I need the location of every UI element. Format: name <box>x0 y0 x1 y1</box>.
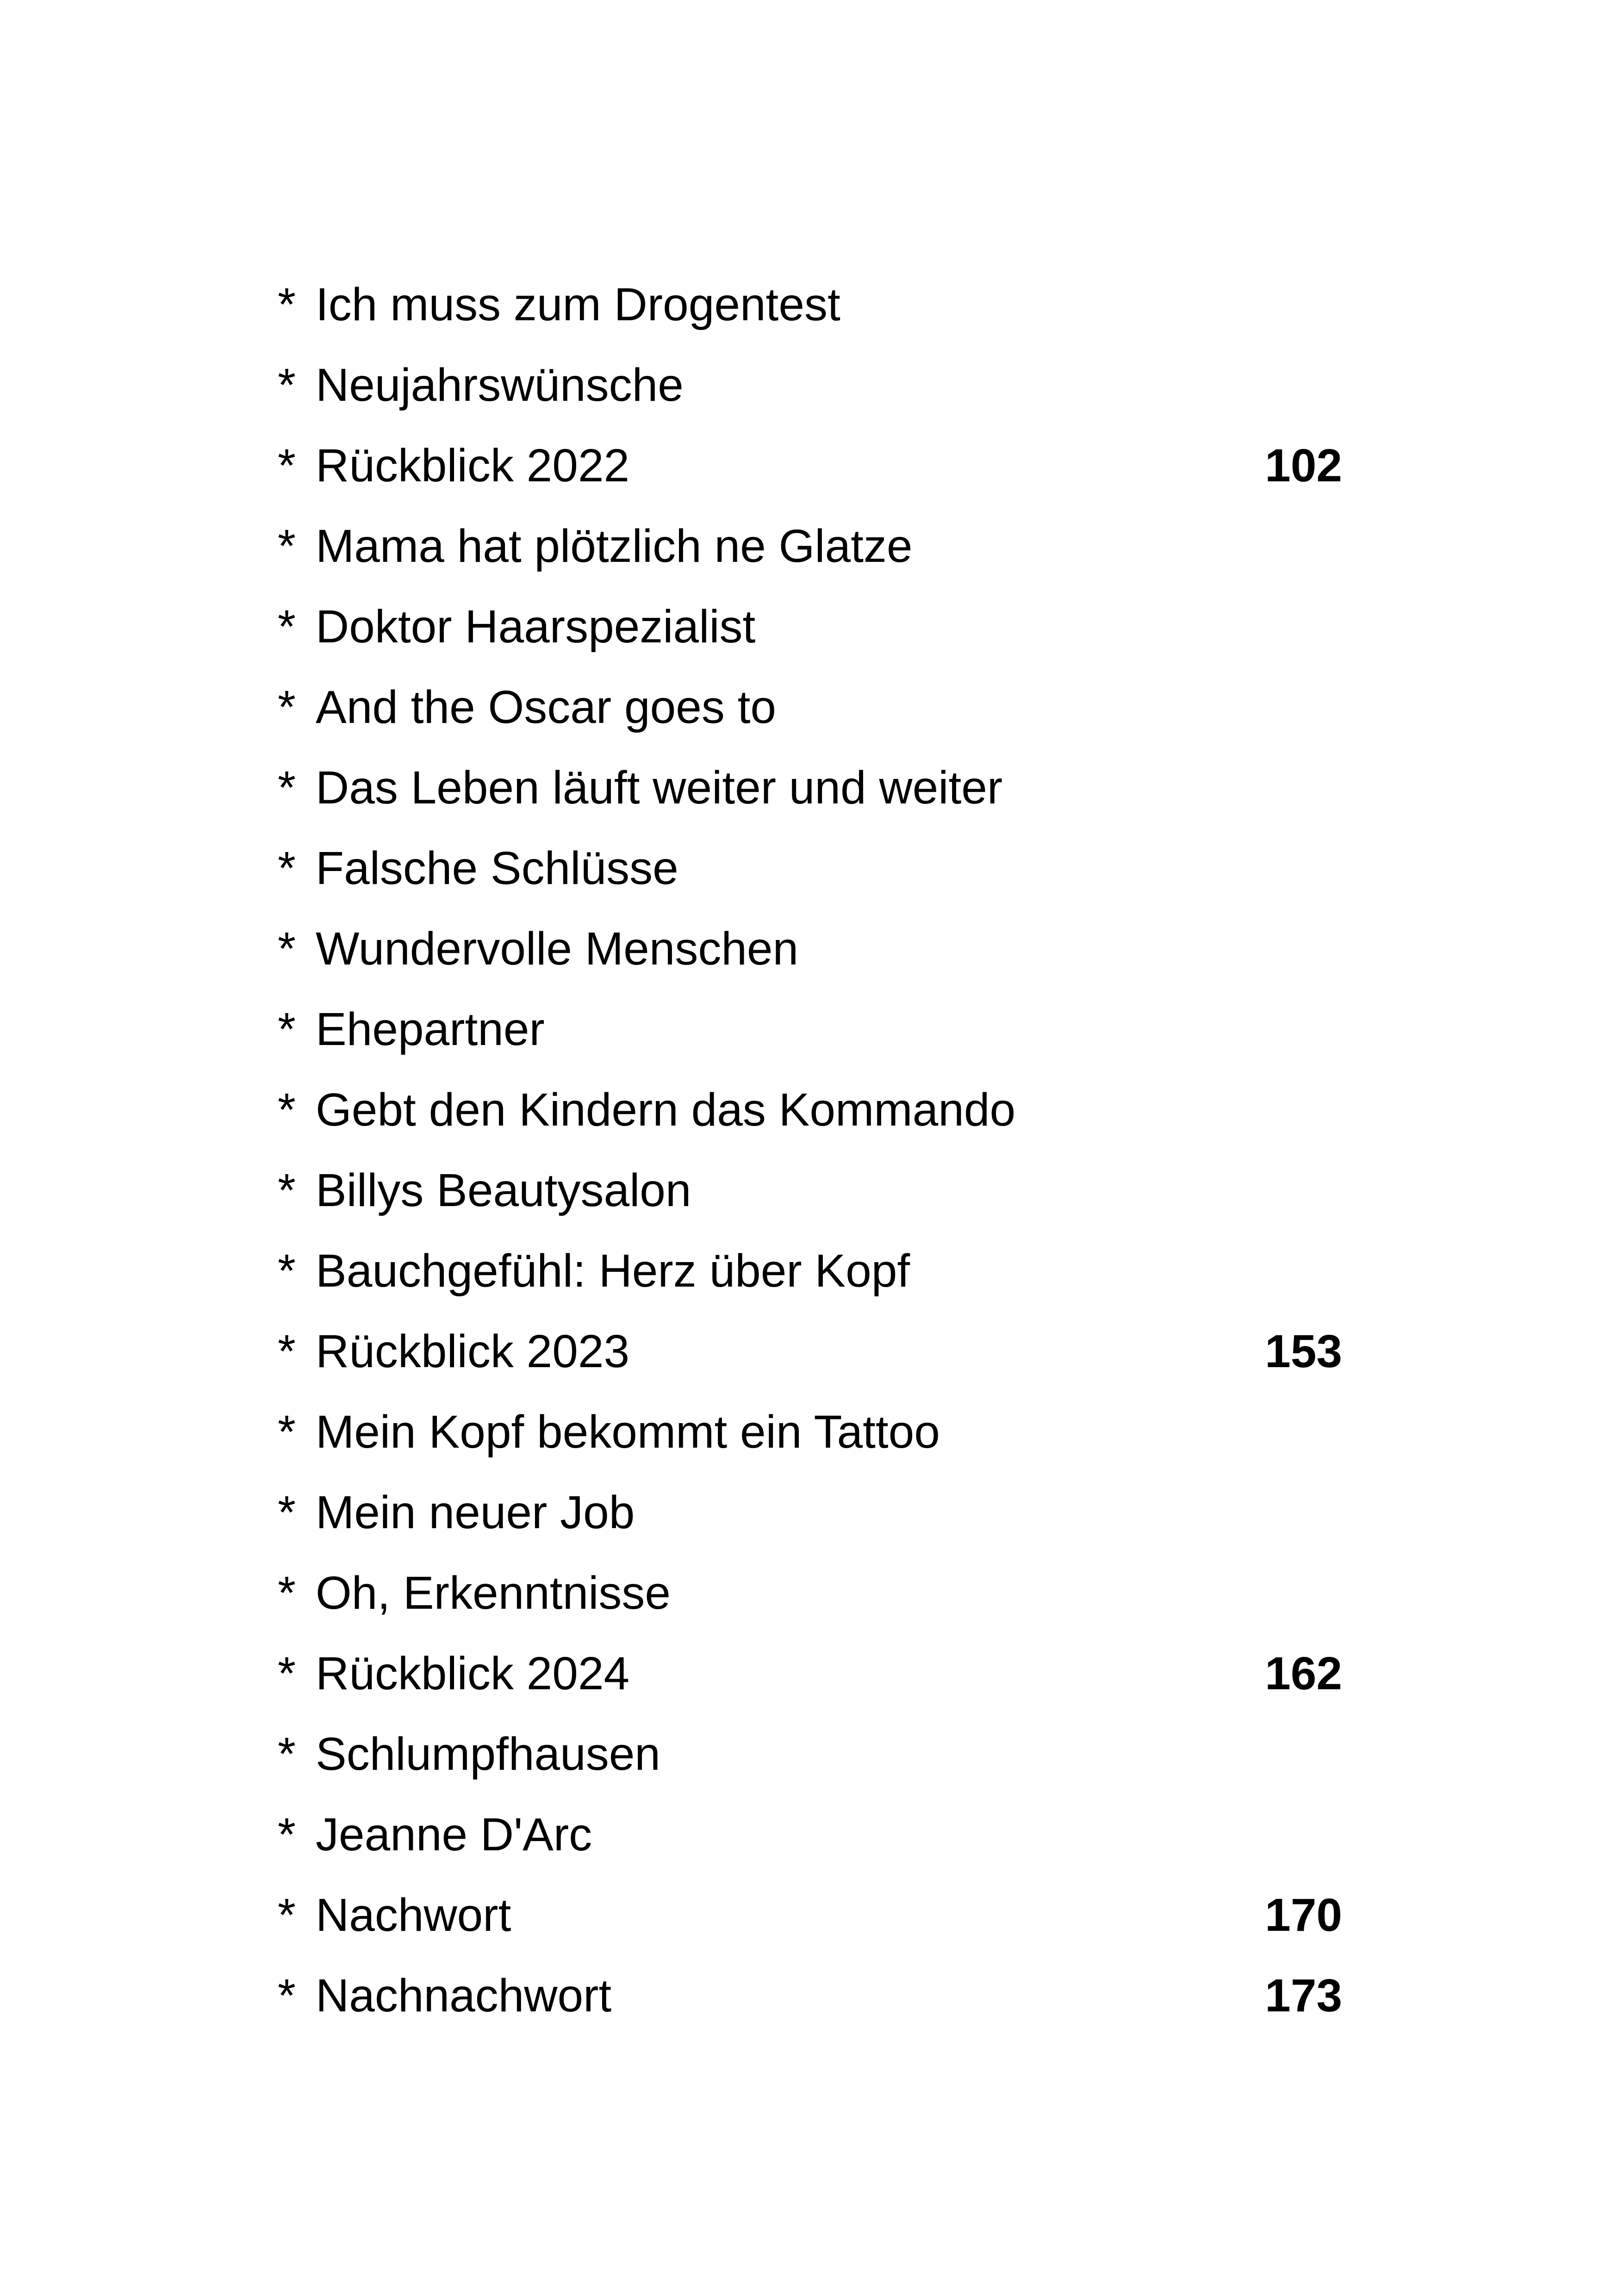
toc-entry <box>278 1556 1342 1636</box>
toc-entry <box>278 1959 1342 2039</box>
entry-bullet: * <box>278 681 296 733</box>
entry-bullet: * <box>278 1889 296 1941</box>
entry-bullet: * <box>278 1406 296 1458</box>
entry-bullet: * <box>278 1003 296 1055</box>
entry-title: Billys Beautysalon <box>316 1164 691 1216</box>
entry-bullet: * <box>278 1567 296 1619</box>
entry-title: Falsche Schlüsse <box>316 842 678 894</box>
entry-bullet: * <box>278 601 296 653</box>
entry-title: Oh, Erkenntnisse <box>316 1567 671 1619</box>
toc-entry <box>278 1878 1342 1959</box>
toc-entry <box>278 1636 1342 1717</box>
toc-entry <box>278 1153 1342 1234</box>
entry-title: Bauchgefühl: Herz über Kopf <box>316 1245 910 1297</box>
toc-entry <box>278 670 1342 751</box>
toc-entry <box>278 1395 1342 1475</box>
entry-bullet: * <box>278 1487 296 1538</box>
entry-title: Gebt den Kindern das Kommando <box>316 1084 1016 1136</box>
entry-bullet: * <box>278 1325 296 1377</box>
entry-title: And the Oscar goes to <box>316 681 777 733</box>
toc-entry <box>278 1717 1342 1798</box>
entry-page-number: 153 <box>1265 1325 1342 1377</box>
toc-entry <box>278 348 1342 429</box>
entry-bullet: * <box>278 762 296 814</box>
entry-title: Rückblick 2023 <box>316 1325 630 1377</box>
entry-title: Schlumpfhausen <box>316 1728 660 1780</box>
toc-entry <box>278 751 1342 831</box>
toc-entry <box>278 831 1342 912</box>
toc-entry <box>278 429 1342 509</box>
toc-entry <box>278 1475 1342 1556</box>
entry-bullet: * <box>278 279 296 330</box>
entry-bullet: * <box>278 1648 296 1699</box>
entry-page-number: 162 <box>1265 1648 1342 1699</box>
entry-page-number: 102 <box>1265 440 1342 492</box>
entry-title: Nachnachwort <box>316 1970 612 2022</box>
entry-title: Doktor Haarspezialist <box>316 601 756 653</box>
toc-entry <box>278 509 1342 590</box>
toc-entry <box>278 268 1342 348</box>
toc-entry <box>278 912 1342 992</box>
entry-bullet: * <box>278 923 296 975</box>
entry-page-number: 170 <box>1265 1889 1342 1941</box>
toc-entry <box>278 1314 1342 1395</box>
entry-title: Mein Kopf bekommt ein Tattoo <box>316 1406 940 1458</box>
entry-title: Mein neuer Job <box>316 1487 635 1538</box>
entry-title: Jeanne D'Arc <box>316 1809 592 1860</box>
entry-bullet: * <box>278 842 296 894</box>
entry-title: Neujahrswünsche <box>316 359 684 411</box>
entry-bullet: * <box>278 1970 296 2022</box>
entry-title: Wundervolle Menschen <box>316 923 799 975</box>
toc-entry <box>278 590 1342 670</box>
toc-entry <box>278 992 1342 1073</box>
entry-bullet: * <box>278 1728 296 1780</box>
entry-title: Rückblick 2022 <box>316 440 630 492</box>
entry-bullet: * <box>278 1164 296 1216</box>
entry-bullet: * <box>278 1809 296 1860</box>
entry-page-number: 173 <box>1265 1970 1342 2022</box>
entry-title: Das Leben läuft weiter und weiter <box>316 762 1003 814</box>
entry-title: Mama hat plötzlich ne Glatze <box>316 520 913 572</box>
entry-title: Ehepartner <box>316 1003 545 1055</box>
table-of-contents <box>278 268 1342 2039</box>
entry-bullet: * <box>278 359 296 411</box>
entry-bullet: * <box>278 440 296 492</box>
entry-bullet: * <box>278 1084 296 1136</box>
entry-title: Rückblick 2024 <box>316 1648 630 1699</box>
entry-bullet: * <box>278 520 296 572</box>
toc-entry <box>278 1234 1342 1314</box>
entry-title: Nachwort <box>316 1889 511 1941</box>
entry-title: Ich muss zum Drogentest <box>316 279 840 330</box>
toc-entry <box>278 1798 1342 1878</box>
toc-entry <box>278 1073 1342 1153</box>
entry-bullet: * <box>278 1245 296 1297</box>
